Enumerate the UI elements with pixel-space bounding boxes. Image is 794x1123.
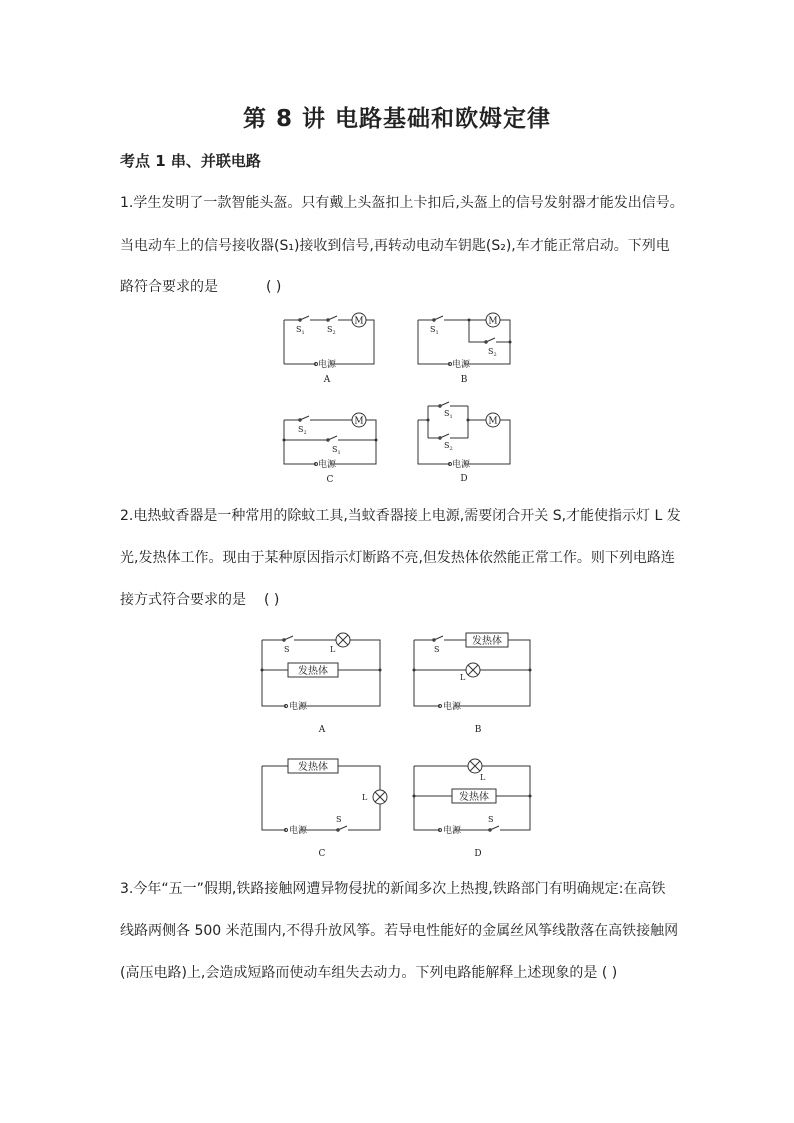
q2-line-1: 2.电热蚊香器是一种常用的除蚊工具,当蚊香器接上电源,需要闭合开关 S,才能使指示灯 L 发	[120, 508, 681, 524]
q1-circuit-d	[414, 398, 514, 488]
l-label: L	[460, 673, 466, 682]
label-c: C	[318, 849, 326, 859]
l-label: L	[330, 645, 336, 654]
s1-label: $S_1$	[444, 409, 453, 420]
label-a: A	[323, 375, 331, 385]
section-heading: 考点 1 串、并联电路	[120, 152, 261, 170]
q3-line-3: (高压电路)上,会造成短路而使动车组失去动力。下列电路能解释上述现象的是 ( )	[120, 965, 618, 981]
power-label: 电源	[289, 702, 308, 712]
q1-circuit-c	[280, 410, 380, 490]
power-label: 电源	[443, 702, 462, 712]
label-a: A	[318, 725, 326, 735]
label-b: B	[460, 375, 468, 385]
q2-circuit-c	[258, 756, 388, 868]
q1-line-2: 当电动车上的信号接收器(S₁)接收到信号,再转动电动车钥匙(S₂),车才能正常启动。下列电	[120, 238, 670, 254]
q2-circuit-b	[410, 628, 536, 740]
s-label: S	[488, 815, 494, 824]
q2-answer-paren: ( )	[264, 592, 280, 608]
q1-circuit-a	[280, 310, 380, 390]
power-label: 电源	[289, 826, 308, 836]
motor-label: M	[488, 316, 498, 327]
power-label: 电源	[452, 460, 471, 470]
lamp-icon	[336, 633, 350, 647]
q1-answer-paren: ( )	[266, 279, 282, 295]
lamp-icon	[373, 790, 387, 804]
page-title: 第 8 讲 电路基础和欧姆定律	[242, 106, 552, 132]
s-label: S	[336, 815, 342, 824]
q1-line-3-text: 路符合要求的是	[120, 279, 218, 295]
label-d: D	[474, 849, 482, 859]
q1-line-3	[120, 276, 281, 296]
power-label: 电源	[452, 360, 471, 370]
power-label: 电源	[318, 460, 337, 470]
label-c: C	[326, 475, 334, 485]
l-label: L	[480, 773, 486, 782]
s-label: S	[434, 645, 440, 654]
s1-label: $S_1$	[332, 445, 341, 456]
motor-label: M	[354, 416, 364, 427]
label-b: B	[474, 725, 482, 735]
q3-line-2: 线路两侧各 500 米范围内,不得升放风筝。若导电性能好的金属丝风筝线散落在高铁接触网	[120, 923, 679, 939]
q1-line-1: 1.学生发明了一款智能头盔。只有戴上头盔扣上卡扣后,头盔上的信号发射器才能发出信号。	[120, 195, 684, 211]
q2-circuit-a	[258, 628, 384, 740]
q2-circuit-d	[410, 756, 536, 868]
heater-label: 发热体	[298, 666, 328, 677]
heater-label: 发热体	[459, 792, 489, 803]
q2-line-3	[120, 589, 279, 609]
heater-label: 发热体	[298, 762, 328, 773]
s2-label: $S_2$	[444, 441, 453, 452]
s2-label: $S_2$	[488, 347, 497, 358]
lamp-icon	[466, 663, 480, 677]
s1-label: $S_1$	[296, 325, 305, 336]
motor-label: M	[488, 416, 498, 427]
s2-label: $S_2$	[298, 425, 307, 436]
lamp-icon	[468, 759, 482, 773]
s1-label: $S_1$	[430, 325, 439, 336]
l-label: L	[362, 793, 368, 802]
q2-line-2: 光,发热体工作。现由于某种原因指示灯断路不亮,但发热体依然能正常工作。则下列电路连	[120, 550, 675, 566]
label-d: D	[460, 474, 468, 484]
q1-circuit-b	[414, 310, 514, 390]
q2-line-3-text: 接方式符合要求的是	[120, 592, 246, 608]
heater-label: 发热体	[472, 636, 502, 647]
s2-label: $S_2$	[327, 325, 336, 336]
s-label: S	[284, 645, 290, 654]
power-label: 电源	[318, 360, 337, 370]
power-label: 电源	[443, 826, 462, 836]
q3-line-1: 3.今年“五一”假期,铁路接触网遭异物侵扰的新闻多次上热搜,铁路部门有明确规定:在高铁	[120, 881, 666, 897]
motor-label: M	[354, 316, 364, 327]
